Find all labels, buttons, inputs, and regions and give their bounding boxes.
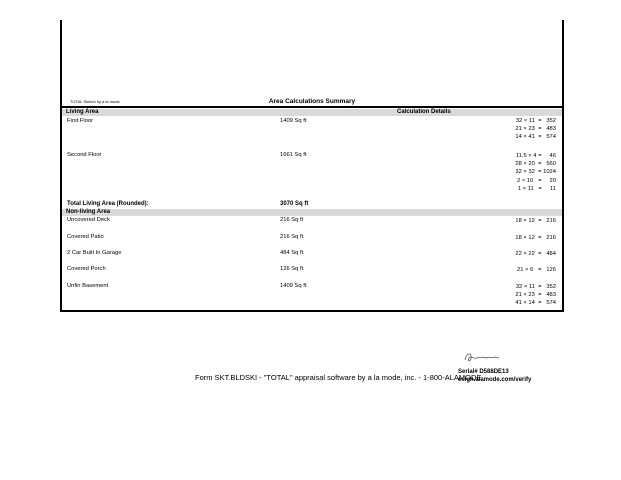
verify-url: esign.alamode.com/verify [458, 377, 532, 383]
area-size: 1409 Sq ft [280, 118, 307, 124]
calc-details [515, 283, 556, 308]
non-living-area-label: Non-living Area [66, 209, 111, 215]
calc-line: 11.5 × 4 = 46 [515, 153, 556, 159]
calc-line: 18 × 12 = 216 [515, 218, 556, 224]
calc-line: 21 × 6 = 126 [517, 267, 556, 273]
calc-line: 18 × 12 = 216 [515, 235, 556, 241]
area-name: Covered Patio [67, 234, 104, 240]
calc-details [515, 234, 556, 242]
total-living-value: 3070 Sq ft [280, 201, 309, 207]
area-name: Uncovered Deck [67, 217, 110, 223]
area-size: 1409 Sq ft [280, 283, 307, 289]
calc-line: 14 × 41 = 574 [515, 134, 556, 141]
signature-image [462, 350, 502, 364]
calc-line: 2 × 10 = 20 [517, 177, 556, 184]
area-size: 216 Sq ft [280, 217, 304, 223]
area-name: Unfin Basement [67, 283, 109, 289]
calc-line: 22 × 22 = 484 [515, 251, 556, 257]
calculation-details-label: Calculation Details [397, 109, 451, 115]
area-size: 216 Sq ft [280, 234, 304, 240]
calc-line: 21 × 23 = 483 [515, 292, 556, 299]
form-footer-text: Form SKT.BLDSKI - "TOTAL" appraisal software by a la mode, inc. - 1-800-ALAMODE [195, 373, 482, 382]
calc-line: 1 × 11 = 11 [517, 185, 556, 192]
living-area-label: Living Area [66, 109, 99, 115]
area-name: 2 Car Built In Garage [67, 250, 122, 256]
area-size: 1661 Sq ft [280, 152, 307, 158]
summary-title: Area Calculations Summary [268, 98, 356, 105]
area-name: Covered Porch [67, 266, 106, 272]
calc-details [515, 217, 556, 225]
calc-line: 32 × 11 = 352 [515, 284, 556, 290]
calc-line: 21 × 23 = 483 [515, 126, 556, 133]
calc-details [515, 152, 556, 193]
calc-details [515, 117, 556, 142]
calc-line: 41 × 14 = 574 [515, 300, 556, 307]
calc-details [517, 266, 556, 274]
calc-details [515, 250, 556, 258]
divider [62, 106, 562, 108]
serial-number: Serial# D588DE13 [458, 369, 509, 375]
serial-block [458, 368, 531, 384]
area-name: First Floor [67, 118, 94, 124]
non-living-area-header [62, 209, 562, 216]
calc-line: 32 × 11 = 352 [515, 118, 556, 124]
calc-line: 28 × 20 = 560 [515, 161, 556, 168]
area-name: Second Floor [67, 152, 102, 158]
vendor-label: TOTAL Sketch by a la mode [70, 99, 120, 104]
total-living-label: Total Living Area (Rounded): [67, 201, 149, 207]
calc-line: 32 × 32 = 1024 [515, 169, 556, 176]
area-size: 126 Sq ft [280, 266, 304, 272]
sketch-frame [60, 20, 564, 312]
living-area-header [62, 109, 562, 116]
area-size: 484 Sq ft [280, 250, 304, 256]
